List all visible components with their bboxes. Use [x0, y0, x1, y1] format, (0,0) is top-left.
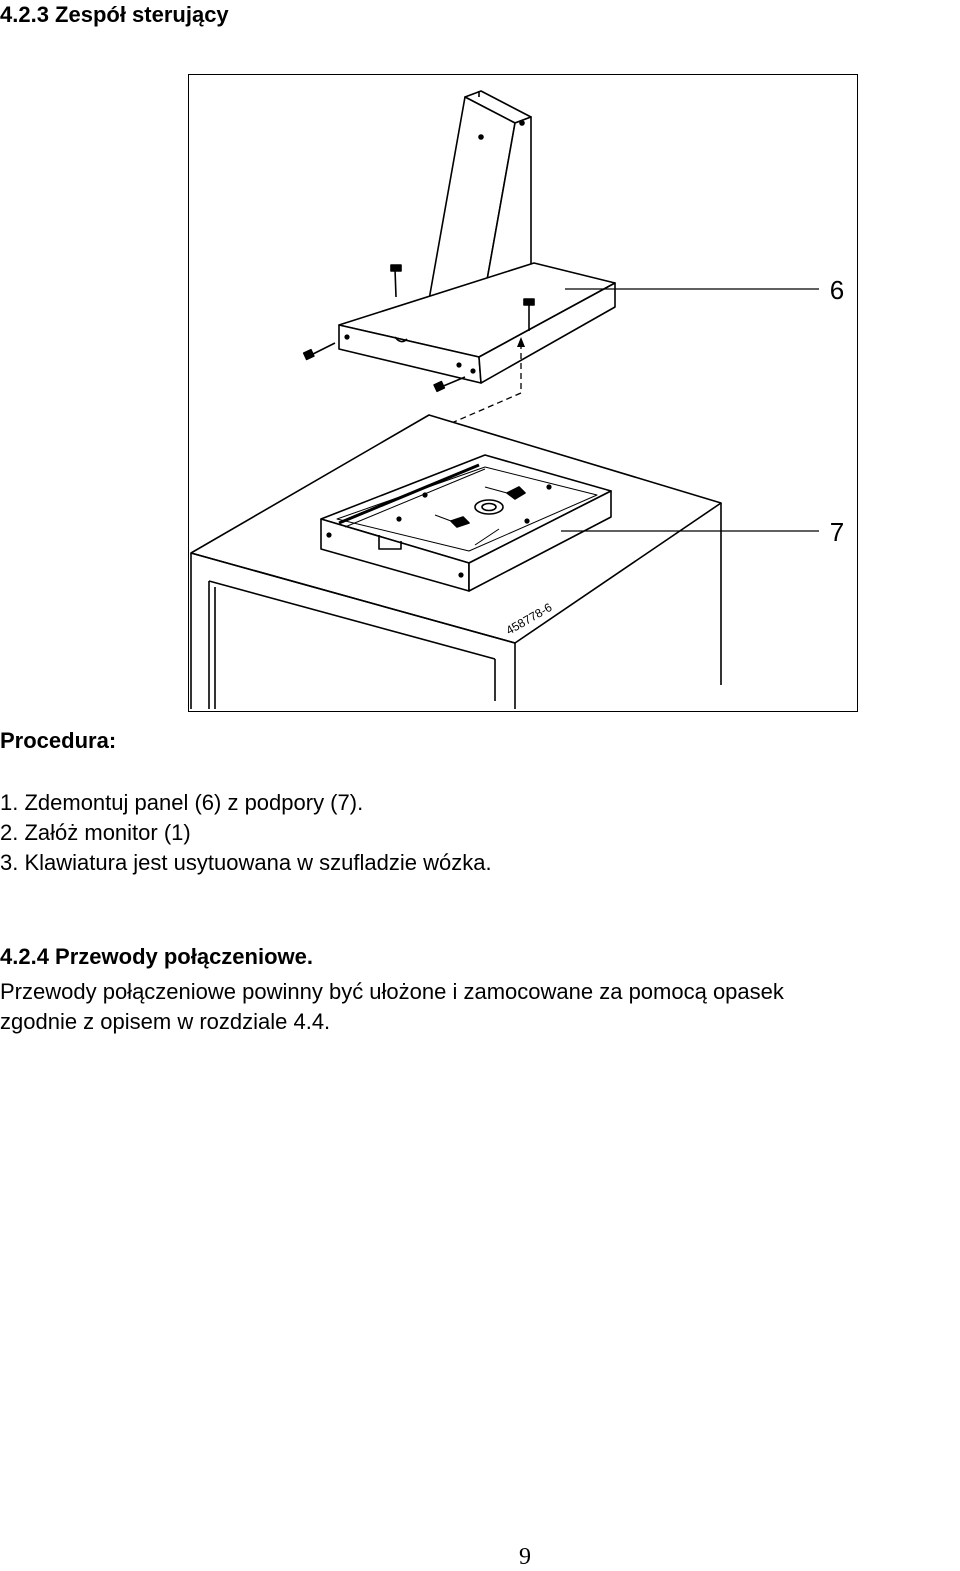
section-title: 4.2.3 Zespół sterujący — [0, 2, 229, 27]
callout-7: 7 — [829, 517, 845, 547]
cart-7 — [191, 415, 819, 709]
procedure-step-3: 3. Klawiatura jest usytuowana w szufladzie wózka. — [0, 850, 492, 875]
cables-paragraph-line-1: Przewody połączeniowe powinny być ułożone i zamocowane za pomocą opasek — [0, 979, 784, 1004]
procedure-steps — [0, 788, 492, 878]
panel-6 — [304, 91, 819, 391]
procedure-step-1: 1. Zdemontuj panel (6) z podpory (7). — [0, 790, 364, 815]
cables-paragraph-line-2: zgodnie z opisem w rozdziale 4.4. — [0, 1009, 331, 1034]
page-number: 9 — [519, 1544, 531, 1570]
assembly-figure — [188, 74, 858, 712]
cables-section-title: 4.2.4 Przewody połączeniowe. — [0, 944, 313, 969]
assembly-drawing — [189, 75, 856, 710]
part-number: 458778-6 — [503, 600, 555, 638]
procedure-title: Procedura: — [0, 728, 117, 753]
procedure-step-2: 2. Załóż monitor (1) — [0, 820, 191, 845]
callout-6: 6 — [829, 275, 845, 305]
cables-paragraph — [0, 977, 960, 1037]
